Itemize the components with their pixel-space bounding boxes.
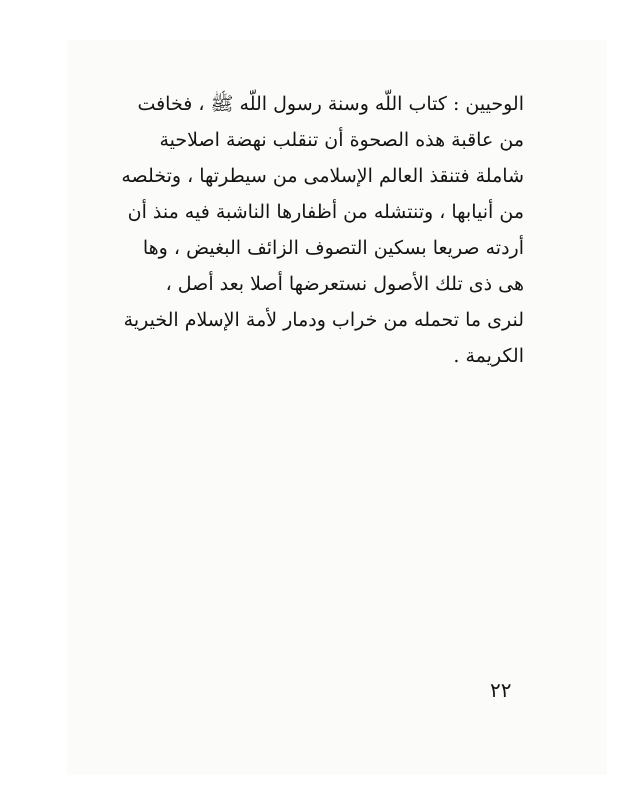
text-line-7: لنرى ما تحمله من خراب ودمار لأمة الإسلام الخيرية (123, 309, 524, 331)
body-paragraph (104, 86, 524, 374)
text-line-1: الوحيين : كتاب اللّه وسنة رسول اللّه ﷺ ، فخافت (137, 93, 524, 115)
page-number: ٢٢ (490, 678, 512, 702)
text-line-6: هى ذى تلك الأصول نستعرضها أصلا بعد أصل ، (165, 273, 524, 295)
text-line-4: من أنيابها ، وتنتشله من أظفارها الناشبة فيه منذ أن (127, 201, 524, 223)
text-line-5: أردته صريعا بسكين التصوف الزائف البغيض ، وها (142, 237, 524, 259)
text-line-3: شاملة فتنقذ العالم الإسلامى من سيطرتها ، وتخلصه (121, 165, 524, 187)
text-line-8: الكريمة . (453, 345, 524, 367)
text-line-2: من عاقبة هذه الصحوة أن تنقلب نهضة اصلاحية (159, 129, 524, 151)
